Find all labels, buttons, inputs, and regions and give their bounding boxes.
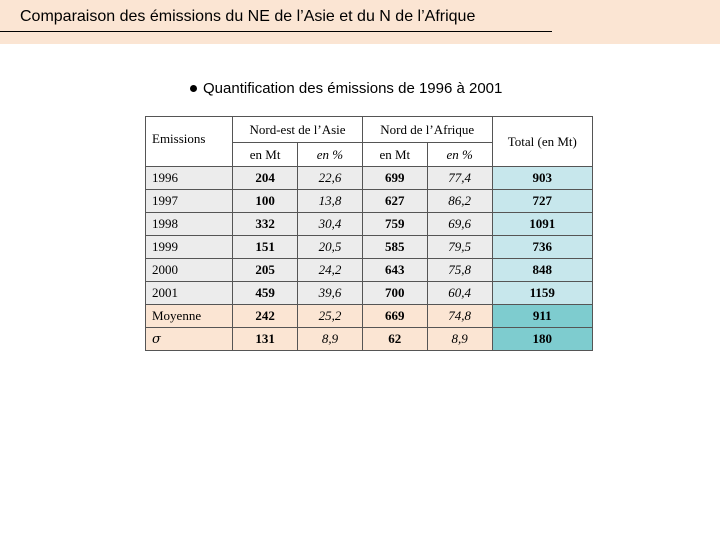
emissions-table	[145, 116, 593, 351]
cell-ne-pct: 39,6	[298, 282, 363, 305]
cell-total: 180	[492, 328, 592, 351]
cell-ne-mt: 131	[233, 328, 298, 351]
cell-n-mt: 669	[362, 305, 427, 328]
row-label: 1999	[146, 236, 233, 259]
cell-n-pct: 69,6	[427, 213, 492, 236]
cell-ne-pct: 8,9	[298, 328, 363, 351]
bullet-icon	[190, 85, 197, 92]
cell-n-pct: 86,2	[427, 190, 492, 213]
cell-total: 903	[492, 167, 592, 190]
header-total: Total (en Mt)	[492, 117, 592, 167]
table-header-row-1	[146, 117, 593, 143]
header-n-mt: en Mt	[362, 143, 427, 167]
cell-total: 736	[492, 236, 592, 259]
table-row	[146, 259, 593, 282]
header-ne-asia: Nord-est de l’Asie	[233, 117, 363, 143]
cell-n-mt: 643	[362, 259, 427, 282]
header-ne-mt: en Mt	[233, 143, 298, 167]
cell-n-mt: 627	[362, 190, 427, 213]
cell-total: 1159	[492, 282, 592, 305]
row-label: 1998	[146, 213, 233, 236]
cell-ne-pct: 20,5	[298, 236, 363, 259]
cell-n-pct: 77,4	[427, 167, 492, 190]
row-label: σ	[146, 328, 233, 351]
cell-total: 848	[492, 259, 592, 282]
cell-ne-mt: 151	[233, 236, 298, 259]
cell-total: 1091	[492, 213, 592, 236]
cell-ne-pct: 13,8	[298, 190, 363, 213]
cell-ne-mt: 204	[233, 167, 298, 190]
cell-ne-pct: 30,4	[298, 213, 363, 236]
cell-ne-mt: 242	[233, 305, 298, 328]
table-row	[146, 236, 593, 259]
cell-ne-mt: 332	[233, 213, 298, 236]
table-row	[146, 282, 593, 305]
cell-n-mt: 585	[362, 236, 427, 259]
header-ne-pct: en %	[298, 143, 363, 167]
table-row	[146, 190, 593, 213]
slide-title: Comparaison des émissions du NE de l’Asie et du N de l’Afrique	[20, 8, 476, 25]
cell-n-pct: 74,8	[427, 305, 492, 328]
row-label: 2000	[146, 259, 233, 282]
cell-ne-pct: 25,2	[298, 305, 363, 328]
cell-ne-pct: 22,6	[298, 167, 363, 190]
subtitle-text: Quantification des émissions de 1996 à 2001	[203, 80, 503, 97]
cell-n-pct: 75,8	[427, 259, 492, 282]
table-row-mean	[146, 305, 593, 328]
cell-total: 911	[492, 305, 592, 328]
cell-n-pct: 79,5	[427, 236, 492, 259]
cell-ne-pct: 24,2	[298, 259, 363, 282]
row-label: Moyenne	[146, 305, 233, 328]
cell-n-mt: 759	[362, 213, 427, 236]
row-label: 2001	[146, 282, 233, 305]
cell-ne-mt: 100	[233, 190, 298, 213]
row-label: 1997	[146, 190, 233, 213]
table-row-sigma	[146, 328, 593, 351]
row-label: 1996	[146, 167, 233, 190]
cell-n-mt: 699	[362, 167, 427, 190]
cell-n-mt: 62	[362, 328, 427, 351]
table-row	[146, 167, 593, 190]
header-n-africa: Nord de l’Afrique	[362, 117, 492, 143]
title-rule	[0, 31, 552, 32]
cell-ne-mt: 205	[233, 259, 298, 282]
cell-n-pct: 60,4	[427, 282, 492, 305]
cell-n-pct: 8,9	[427, 328, 492, 351]
header-n-pct: en %	[427, 143, 492, 167]
cell-total: 727	[492, 190, 592, 213]
subtitle	[190, 80, 502, 97]
cell-ne-mt: 459	[233, 282, 298, 305]
header-emissions: Emissions	[146, 117, 233, 167]
cell-n-mt: 700	[362, 282, 427, 305]
table-row	[146, 213, 593, 236]
